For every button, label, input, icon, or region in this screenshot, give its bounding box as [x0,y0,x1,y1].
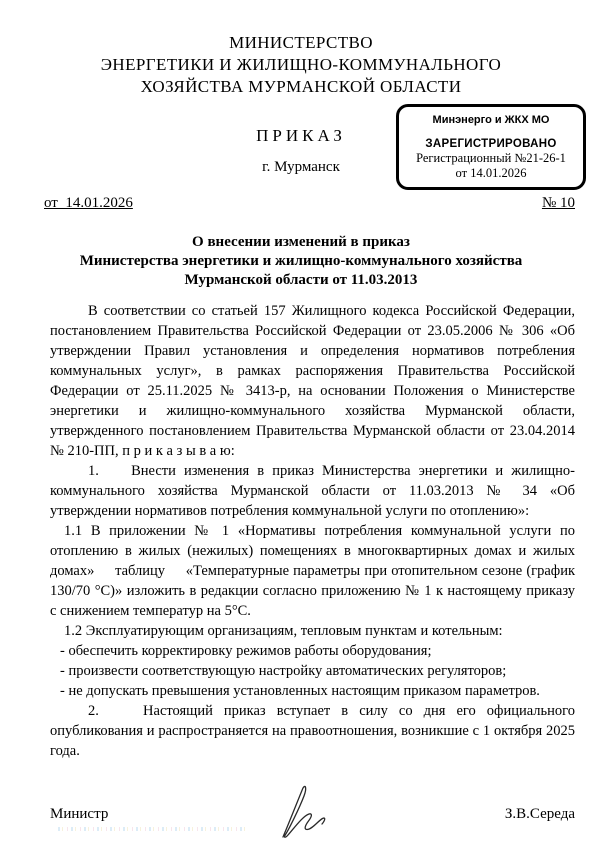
stamp-status: ЗАРЕГИСТРИРОВАНО [425,138,557,150]
doc-title [0,233,602,290]
paragraph-dash: - не допускать превышения установленных настоящим приказом параметров. [60,683,540,699]
ministry-name-line: ХОЗЯЙСТВА МУРМАНСКОЙ ОБЛАСТИ [140,77,462,96]
paragraph-dash: - обеспечить корректировку режимов работы оборудования; [60,643,432,659]
paragraph-item-1-2: 1.2 Эксплуатирующим организациям, тепловым пунктам и котельным: [64,623,503,639]
paragraph-dash: - произвести соответствующую настройку автоматических регуляторов; [60,663,507,679]
letterhead [0,0,602,98]
city-line: г. Мурманск [262,159,340,175]
signer-name: З.В.Середа [504,806,575,822]
doc-title-line: Мурманской области от 11.03.2013 [184,272,418,288]
doc-number: № 10 [541,195,575,211]
stamp-reg-number: Регистрационный №21-26-1 [416,151,566,165]
signature-icon [270,783,342,845]
paragraph-item-2: 2. Настоящий приказ вступает в силу со дня его официального опубликования и распространяется на правоотношения, возникшие с 1 октября 2025 года. [50,703,575,759]
doc-title-line: О внесении изменений в приказ [192,234,410,250]
doc-date: от 14.01.2026 [44,195,133,211]
stamp-reg-date: от 14.01.2026 [455,166,527,180]
paragraph-intro: В соответствии со статьей 157 Жилищного кодекса Российской Федерации, постановлением Правительства Российской Федерации от 23.05.2006 № 306 «Об утверждении Правил установления и определения нормативов потребления коммунальных услуг», в рамках распоряжения Правительства Российской Федерации от 25.11.2025 № 3413-р, на основании Положения о Министерстве энергетики и жилищно-коммунального хозяйства Мурманской области, утвержденного постановлением Правительства Мурманской области от 23.04.2014 № 210-ПП, п р и к а з ы в а ю: [50,303,575,459]
registration-stamp [396,104,586,190]
signer-position: Министр [50,806,109,822]
ministry-name-line: МИНИСТЕРСТВО [229,33,373,52]
ministry-name-line: ЭНЕРГЕТИКИ И ЖИЛИЩНО-КОММУНАЛЬНОГО [100,55,502,74]
paragraph-item-1: 1. Внести изменения в приказ Министерства энергетики и жилищно-коммунального хозяйства Мурманской области от 11.03.2013 № 34 «Об утверждении нормативов потребления коммунальной услуги по отоплению»: [50,463,575,519]
doc-type-heading: ПРИКАЗ [256,126,346,145]
faint-barcode [58,827,248,831]
doc-title-line: Министерства энергетики и жилищно-коммунального хозяйства [79,253,523,269]
paragraph-item-1-1: 1.1 В приложении № 1 «Нормативы потребления коммунальной услуги по отоплению в жилых (нежилых) помещениях в многоквартирных домах и жилых домах» таблицу «Температурные параметры при отопительном сезоне (график 130/70 °С)» изложить в редакции согласно приложению № 1 к настоящему приказу с снижением температур на 5°С. [50,523,575,619]
stamp-org-name: Минэнерго и ЖКХ МО [432,114,550,126]
doc-body [0,301,602,761]
doc-meta-row [0,195,602,212]
